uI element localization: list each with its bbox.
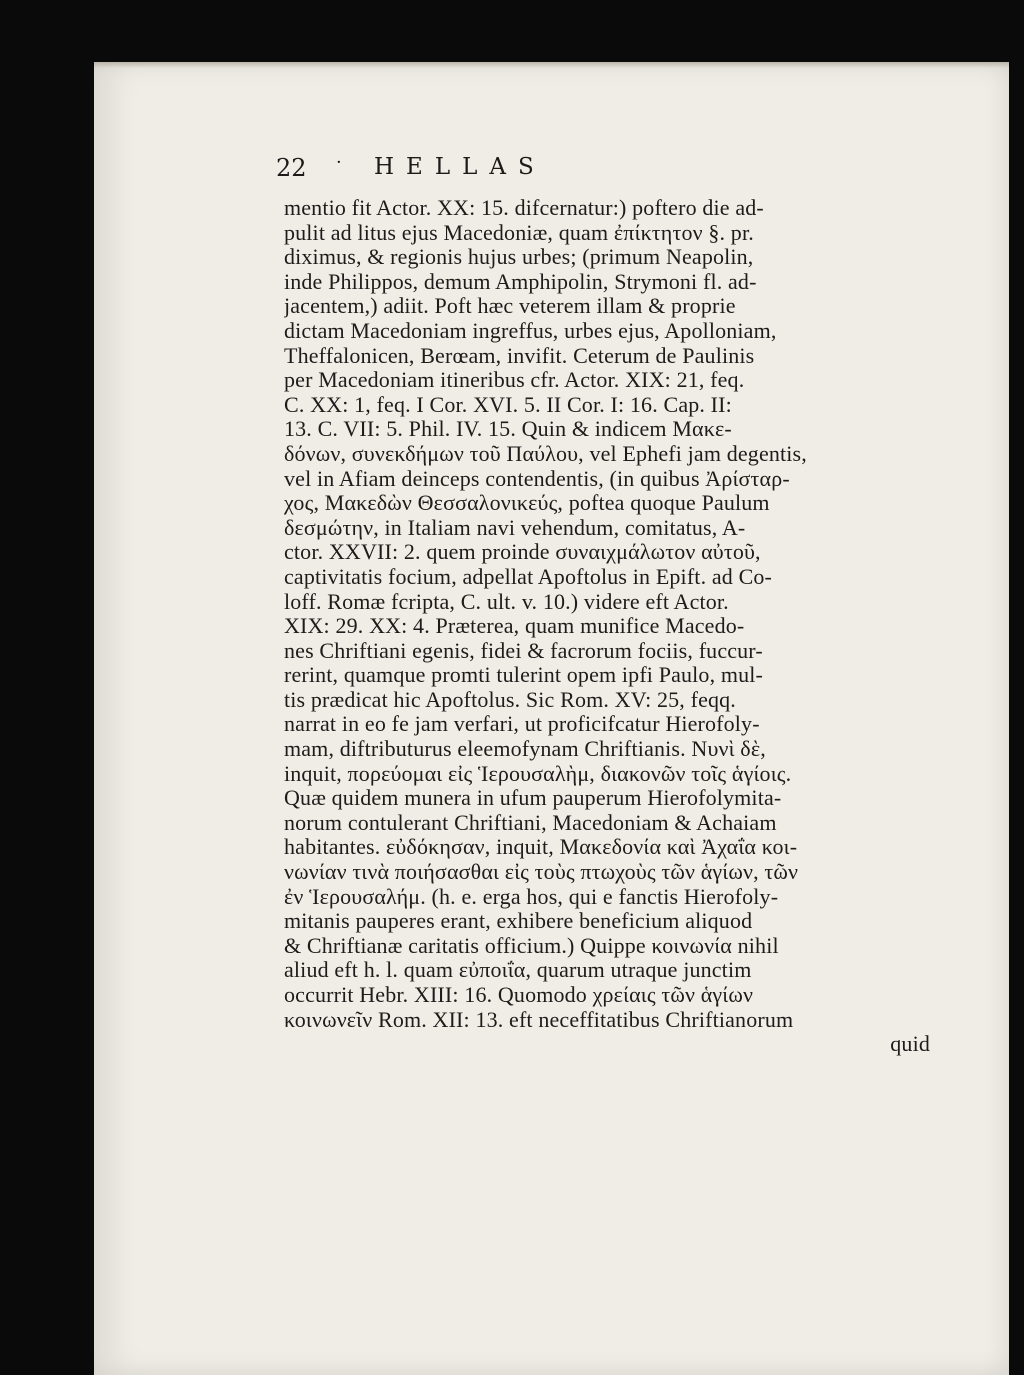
body-text <box>284 196 974 1057</box>
text-line: vel in Afiam deinceps contendentis, (in quibus Ἀρίσταρ- <box>284 466 790 491</box>
text-line: XIX: 29. XX: 4. Præterea, quam munifice Macedo- <box>284 614 745 639</box>
text-line: occurrit Hebr. XIII: 16. Quomodo χρείαις τῶν ἁγίων <box>284 983 754 1007</box>
text-line: ctor. XXVII: 2. quem proinde συναιχμάλωτον αὐτοῦ, <box>284 540 761 565</box>
text-line: inquit, πορεύομαι εἰς Ἱερουσαλὴμ, διακονῶν τοῖς ἁγίοις. <box>284 761 792 786</box>
text-line: per Macedoniam itineribus cfr. Actor. XIX: 21, feq. <box>284 368 745 393</box>
page-number: 22 <box>276 154 307 182</box>
text-line: inde Philippos, demum Amphipolin, Strymoni fl. ad- <box>284 269 757 294</box>
catchword: quid <box>890 1032 930 1057</box>
text-line: mam, diftributurus eleemofynam Chriftianis. Νυνὶ δὲ, <box>284 737 766 762</box>
text-line: diximus, & regionis hujus urbes; (primum Neapolin, <box>284 245 754 270</box>
text-line: δόνων, συνεκδήμων τοῦ Παύλου, vel Ephefi jam degentis, <box>284 441 807 466</box>
text-line: δεσμώτην, in Italiam navi vehendum, comitatus, A- <box>284 515 746 540</box>
header-ornament-dot: · <box>336 152 342 173</box>
running-title: HELLAS <box>374 154 546 180</box>
text-line: κοινωνεῖν Rom. XII: 13. eft neceffitatibus Chriftianorum <box>284 1007 794 1032</box>
text-line: habitantes. εὐδόκησαν, inquit, Μακεδονία καὶ Ἀχαΐα κοι- <box>284 835 798 860</box>
text-line: νωνίαν τινὰ ποιήσασθαι εἰς τοὺς πτωχοὺς τῶν ἁγίων, τῶν <box>284 860 799 885</box>
text-line: dictam Macedoniam ingreffus, urbes ejus, Apolloniam, <box>284 318 777 343</box>
text-line: 13. C. VII: 5. Phil. IV. 15. Quin & indicem Μακε- <box>284 417 732 442</box>
text-line: C. XX: 1, feq. I Cor. XVI. 5. II Cor. I: 16. Cap. II: <box>284 392 732 417</box>
text-line: mentio fit Actor. XX: 15. difcernatur:) poftero die ad- <box>284 196 764 220</box>
text-line: jacentem,) adiit. Poft hæc veterem illam & proprie <box>284 294 736 319</box>
text-line: captivitatis focium, adpellat Apoftolus in Epift. ad Co- <box>284 564 773 589</box>
text-line: aliud eft h. l. quam εὐποιΐα, quarum utraque junctim <box>284 958 752 983</box>
text-line: χος, Μακεδὼν Θεσσαλονικεύς, poftea quoque Paulum <box>284 491 770 516</box>
text-line: Theffalonicen, Berœam, invifit. Ceterum de Paulinis <box>284 343 755 368</box>
text-line: norum contulerant Chriftiani, Macedoniam & Achaiam <box>284 810 777 835</box>
text-line: Quæ quidem munera in ufum pauperum Hierofolymita- <box>284 786 782 811</box>
text-line: nes Chriftiani egenis, fidei & facrorum fociis, fuccur- <box>284 638 763 663</box>
text-line: mitanis pauperes erant, exhibere beneficium aliquod <box>284 909 753 934</box>
text-line: narrat in eo fe jam verfari, ut proficifcatur Hierofoly- <box>284 712 760 737</box>
text-line: & Chriftianæ caritatis officium.) Quippe κοινωνία nihil <box>284 933 779 958</box>
text-line: tis prædicat hic Apoftolus. Sic Rom. XV: 25, feqq. <box>284 687 736 712</box>
text-line: pulit ad litus ejus Macedoniæ, quam ἐπίκτητον §. pr. <box>284 220 754 245</box>
text-line: rerint, quamque promti tulerint opem ipfi Paulo, mul- <box>284 663 764 688</box>
running-head <box>276 150 976 190</box>
page-top-edge <box>94 62 1009 68</box>
text-line: ἐν Ἱερουσαλήμ. (h. e. erga hos, qui e fanctis Hierofoly- <box>284 884 779 909</box>
text-line: loff. Romæ fcripta, C. ult. v. 10.) videre eft Actor. <box>284 589 729 614</box>
